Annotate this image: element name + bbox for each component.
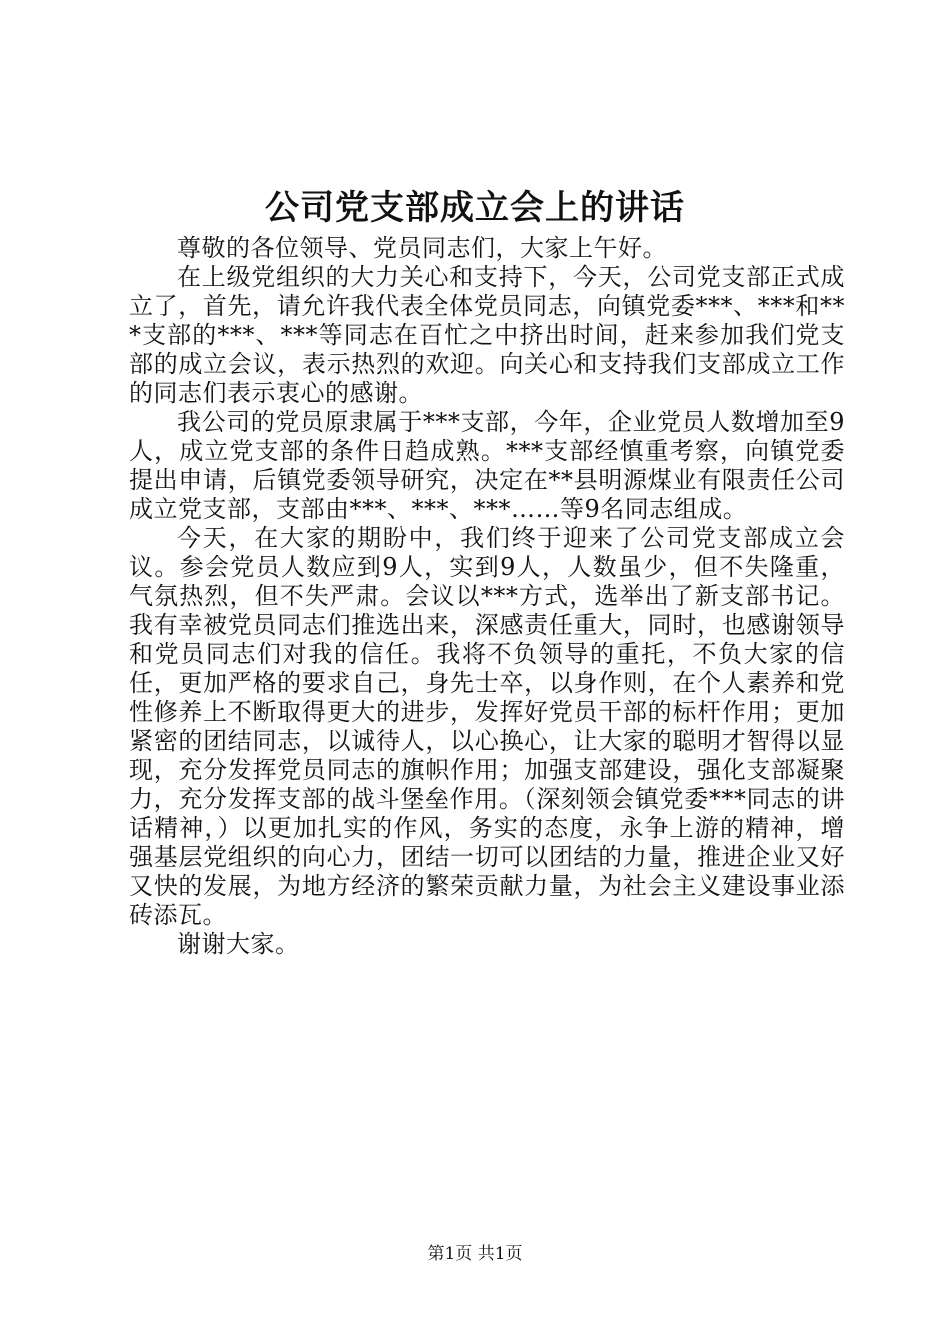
paragraph-background: 我公司的党员原隶属于***支部，今年，企业党员人数增加至9人，成立党支部的条件日趋成熟。***支部经慎重考察，向镇党委提出申请，后镇党委领导研究，决定在**县明源煤业有限责任公司成立党支部，支部由***、***、***……等9名同志组成。 [129,408,845,523]
paragraph-meeting: 今天，在大家的期盼中，我们终于迎来了公司党支部成立会议。参会党员人数应到9人，实到9人，人数虽少，但不失隆重，气氛热烈，但不失严肃。会议以***方式，选举出了新支部书记。我有幸被党员同志们推选出来，深感责任重大，同时，也感谢领导和党员同志们对我的信任。我将不负领导的重托，不负大家的信任，更加严格的要求自己，身先士卒，以身作则，在个人素养和党性修养上不断取得更大的进步，发挥好党员干部的标杆作用；更加紧密的团结同志，以诚待人，以心换心，让大家的聪明才智得以显现，充分发挥党员同志的旗帜作用；加强支部建设，强化支部凝聚力，充分发挥支部的战斗堡垒作用。（深刻领会镇党委***同志的讲话精神，）以更加扎实的作风，务实的态度，永争上游的精神，增强基层党组织的向心力，团结一切可以团结的力量，推进企业又好又快的发展，为地方经济的繁荣贡献力量，为社会主义建设事业添砖添瓦。 [129,524,845,929]
document-body [129,234,845,959]
paragraph-closing: 谢谢大家。 [177,930,300,958]
paragraph-opening: 在上级党组织的大力关心和支持下，今天，公司党支部正式成立了，首先，请允许我代表全体党员同志，向镇党委***、***和***支部的***、***等同志在百忙之中挤出时间，赶来参加我们党支部的成立会议，表示热烈的欢迎。向关心和支持我们支部成立工作的同志们表示衷心的感谢。 [129,263,845,407]
page-indicator: 第1页 共1页 [427,1244,523,1264]
paragraph-greeting: 尊敬的各位领导、党员同志们，大家上午好。 [177,234,667,262]
document-title: 公司党支部成立会上的讲话 [265,188,685,228]
